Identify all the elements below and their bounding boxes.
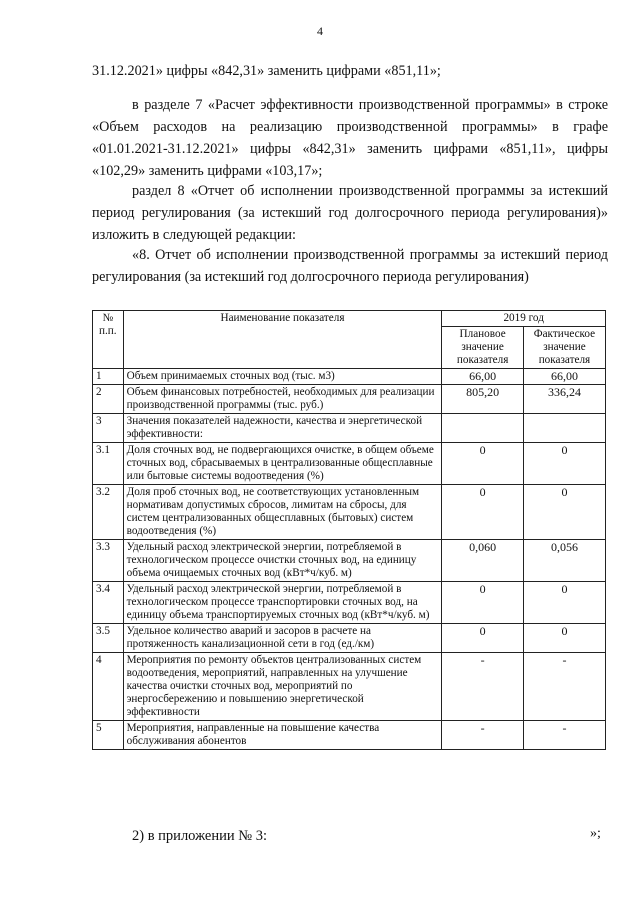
row-fact: - — [523, 721, 605, 750]
row-fact: 0 — [523, 443, 605, 485]
table-row — [93, 443, 606, 485]
table-row — [93, 369, 606, 385]
row-fact: - — [523, 653, 605, 721]
paragraph-3: раздел 8 «Отчет об исполнении производственной программы за истекший период регулирования (за истекший год долгосрочного периода регулирования)» изложить в следующей редакции: — [92, 183, 608, 243]
row-fact: 0 — [523, 485, 605, 540]
row-fact: 0 — [523, 582, 605, 624]
row-plan: - — [442, 653, 524, 721]
row-fact: 336,24 — [523, 385, 605, 414]
header-name: Наименование показателя — [123, 311, 442, 369]
header-fact: Фактическое значение показателя — [523, 327, 605, 369]
row-plan: 0,060 — [442, 540, 524, 582]
header-year: 2019 год — [442, 311, 606, 327]
next-item: 2) в приложении № 3: — [132, 828, 267, 844]
table-row — [93, 485, 606, 540]
header-num: № п.п. — [93, 311, 124, 369]
row-name: Значения показателей надежности, качества и энергетической эффективности: — [123, 414, 442, 443]
row-name: Объем принимаемых сточных вод (тыс. м3) — [123, 369, 442, 385]
paragraph-4: «8. Отчет об исполнении производственной программы за истекший период регулирования (за истекший год долгосрочного периода регулирования) — [92, 247, 608, 285]
row-num: 4 — [93, 653, 124, 721]
row-name: Мероприятия по ремонту объектов централизованных систем водоотведения, мероприятий, направленных на улучшение качества очистки сточных вод, мероприятий по энергосбережению и повышению энергетической эффективности — [123, 653, 442, 721]
row-plan — [442, 414, 524, 443]
table-row — [93, 385, 606, 414]
row-fact — [523, 414, 605, 443]
row-fact: 0,056 — [523, 540, 605, 582]
row-name: Доля сточных вод, не подвергающихся очистке, в общем объеме сточных вод, сбрасываемых в централизованные общесплавные или бытовые системы водоотведения (%) — [123, 443, 442, 485]
table-row — [93, 624, 606, 653]
row-num: 3.4 — [93, 582, 124, 624]
row-name: Мероприятия, направленные на повышение качества обслуживания абонентов — [123, 721, 442, 750]
row-num: 3.3 — [93, 540, 124, 582]
row-name: Доля проб сточных вод, не соответствующих установленным нормативам допустимых сбросов, лимитам на сбросы, для систем централизованных общесплавных (бытовых) систем водоотведения (%) — [123, 485, 442, 540]
row-name: Объем финансовых потребностей, необходимых для реализации производственной программы (тыс. руб.) — [123, 385, 442, 414]
row-num: 3.5 — [93, 624, 124, 653]
row-num: 3 — [93, 414, 124, 443]
row-plan: - — [442, 721, 524, 750]
row-num: 3.1 — [93, 443, 124, 485]
row-plan: 66,00 — [442, 369, 524, 385]
table-row — [93, 540, 606, 582]
row-name: Удельное количество аварий и засоров в расчете на протяженность канализационной сети в год (ед./км) — [123, 624, 442, 653]
row-num: 2 — [93, 385, 124, 414]
row-plan: 0 — [442, 443, 524, 485]
row-name: Удельный расход электрической энергии, потребляемой в технологическом процессе транспортировки сточных вод, на единицу объема транспортируемых сточных вод (кВт*ч/куб. м) — [123, 582, 442, 624]
row-plan: 0 — [442, 485, 524, 540]
row-plan: 0 — [442, 624, 524, 653]
row-plan: 805,20 — [442, 385, 524, 414]
report-table — [92, 310, 606, 750]
page-number: 4 — [317, 24, 323, 38]
paragraph-2: в разделе 7 «Расчет эффективности производственной программы» в строке «Объем расходов на реализацию производственной программы» в графе «01.01.2021-31.12.2021» цифры «842,31» заменить цифрами «851,11», цифры «102,29» заменить цифрами «103,17»; — [92, 97, 608, 179]
table-row — [93, 653, 606, 721]
row-num: 1 — [93, 369, 124, 385]
header-plan: Плановое значение показателя — [442, 327, 524, 369]
table-header-row — [93, 311, 606, 327]
table-row — [93, 721, 606, 750]
row-num: 5 — [93, 721, 124, 750]
row-plan: 0 — [442, 582, 524, 624]
closing-mark: »; — [590, 826, 601, 841]
table-row — [93, 414, 606, 443]
table-row — [93, 582, 606, 624]
row-num: 3.2 — [93, 485, 124, 540]
row-fact: 0 — [523, 624, 605, 653]
row-fact: 66,00 — [523, 369, 605, 385]
row-name: Удельный расход электрической энергии, потребляемой в технологическом процессе очистки сточных вод, на единицу объема очищаемых сточных вод (кВт*ч/куб. м) — [123, 540, 442, 582]
paragraph-1: 31.12.2021» цифры «842,31» заменить цифрами «851,11»; — [92, 63, 441, 79]
